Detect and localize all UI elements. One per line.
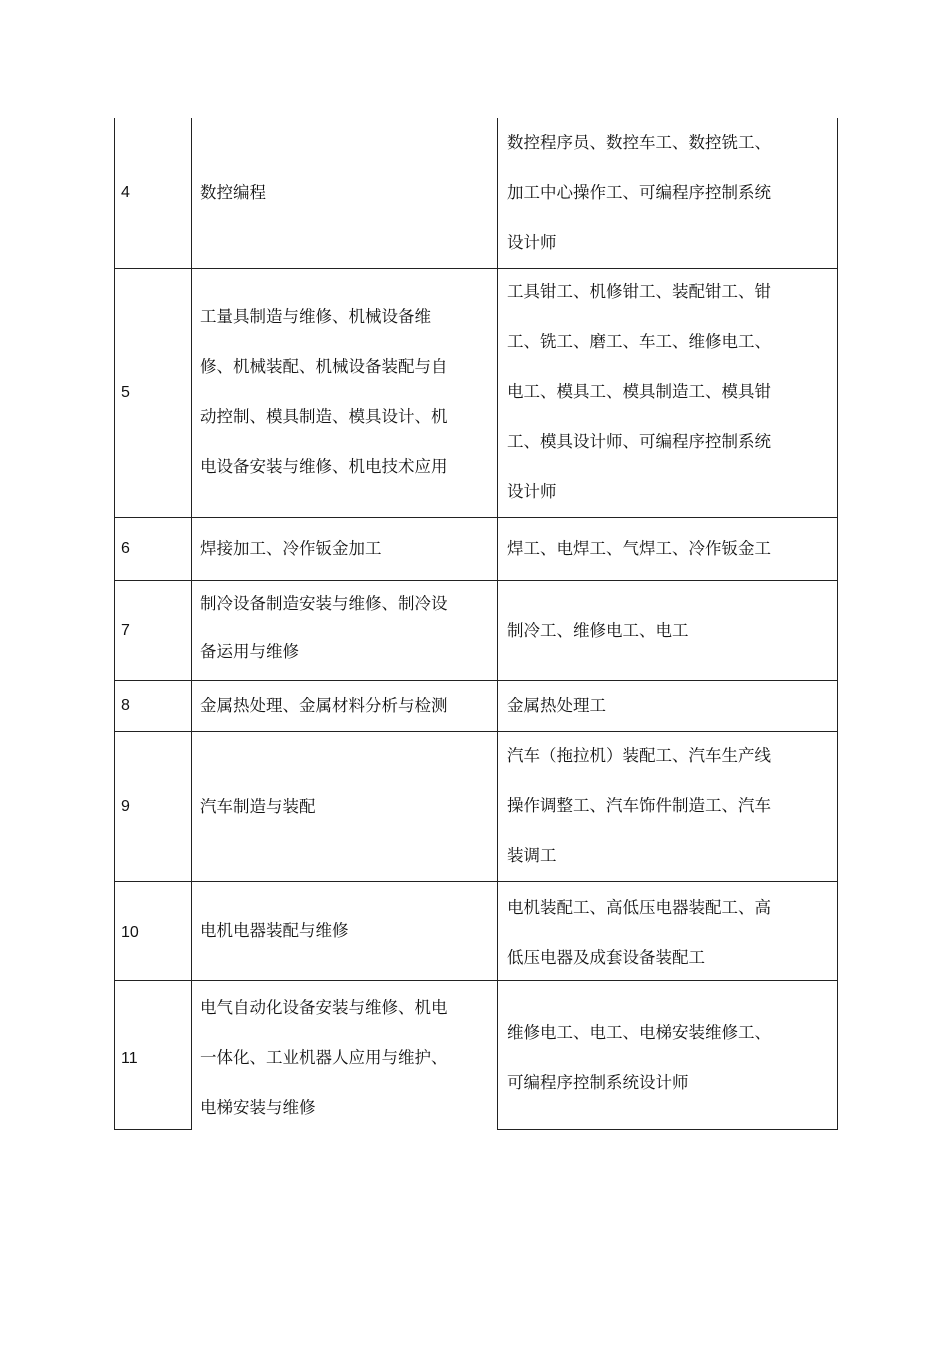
row-number: 7 (121, 622, 130, 639)
occupation-cell (507, 118, 771, 268)
row-number: 6 (121, 540, 130, 557)
specialty-line: 制冷设备制造安装与维修、制冷设 (200, 594, 448, 613)
row-border (114, 517, 838, 518)
occupation-line: 焊工、电焊工、气焊工、冷作钣金工 (507, 539, 771, 558)
specialty-cell (200, 782, 316, 832)
row-number: 11 (121, 1050, 138, 1067)
row-number: 9 (121, 798, 130, 815)
specialty-cell (200, 580, 448, 676)
occupation-cell (507, 524, 771, 574)
specialty-line: 电气自动化设备安装与维修、机电 (200, 998, 448, 1017)
table-border-right (837, 118, 838, 1130)
occupation-cell (507, 606, 689, 656)
table-border-col2 (497, 118, 498, 1130)
specialty-cell (200, 681, 448, 731)
occupation-line: 汽车（拖拉机）装配工、汽车生产线 (507, 746, 771, 765)
occupation-line: 工具钳工、机修钳工、装配钳工、钳 (507, 282, 771, 301)
specialty-cell (200, 906, 349, 956)
table-border-col1 (191, 118, 192, 1130)
row-number: 4 (121, 184, 130, 201)
occupation-line: 操作调整工、汽车饰件制造工、汽车 (507, 796, 771, 815)
specialty-line: 修、机械装配、机械设备装配与自 (200, 357, 448, 376)
specialty-cell (200, 292, 448, 492)
occupation-line: 可编程序控制系统设计师 (507, 1073, 689, 1092)
row-border (114, 881, 838, 882)
specialty-line: 电设备安装与维修、机电技术应用 (200, 457, 448, 476)
occupation-line: 加工中心操作工、可编程序控制系统 (507, 183, 771, 202)
occupation-line: 设计师 (507, 482, 557, 501)
specialty-line: 一体化、工业机器人应用与维护、 (200, 1048, 448, 1067)
specialty-line: 动控制、模具制造、模具设计、机 (200, 407, 448, 426)
table-border-left (114, 118, 115, 1130)
table-bottom-border-col0 (114, 1129, 192, 1130)
specialty-cell (200, 983, 448, 1133)
occupation-line: 工、模具设计师、可编程序控制系统 (507, 432, 771, 451)
occupation-line: 电工、模具工、模具制造工、模具钳 (507, 382, 771, 401)
specialty-line: 工量具制造与维修、机械设备维 (200, 307, 431, 326)
occupation-line: 电机装配工、高低压电器装配工、高 (507, 898, 771, 917)
specialty-line: 电机电器装配与维修 (200, 921, 349, 940)
occupation-cell (507, 1008, 771, 1108)
specialty-cell (200, 168, 266, 218)
occupation-line: 装调工 (507, 846, 557, 865)
row-number: 10 (121, 924, 139, 941)
occupation-line: 低压电器及成套设备装配工 (507, 948, 705, 967)
specialty-line: 备运用与维修 (200, 642, 299, 661)
specialty-cell (200, 524, 382, 574)
occupation-line: 工、铣工、磨工、车工、维修电工、 (507, 332, 771, 351)
occupation-line: 设计师 (507, 233, 557, 252)
occupation-line: 金属热处理工 (507, 696, 606, 715)
occupation-cell (507, 883, 771, 983)
occupation-cell (507, 731, 771, 881)
row-number: 5 (121, 384, 130, 401)
occupation-line: 制冷工、维修电工、电工 (507, 621, 689, 640)
specialty-line: 金属热处理、金属材料分析与检测 (200, 696, 448, 715)
specialty-line: 电梯安装与维修 (200, 1098, 316, 1117)
occupation-cell (507, 681, 606, 731)
table-bottom-border-col2 (497, 1129, 838, 1130)
occupation-line: 数控程序员、数控车工、数控铣工、 (507, 133, 771, 152)
occupation-line: 维修电工、电工、电梯安装维修工、 (507, 1023, 771, 1042)
specialty-line: 数控编程 (200, 183, 266, 202)
occupation-cell (507, 267, 771, 517)
specialty-line: 汽车制造与装配 (200, 797, 316, 816)
specialty-line: 焊接加工、冷作钣金加工 (200, 539, 382, 558)
row-number: 8 (121, 697, 130, 714)
